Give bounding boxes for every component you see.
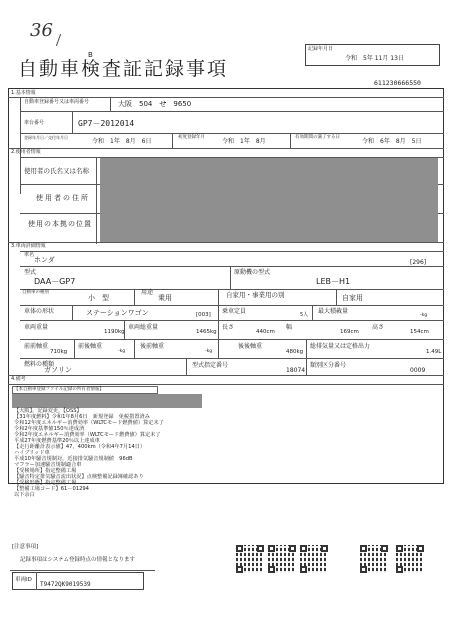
registration-number-value: 大阪 504 せ 9650 [118, 100, 192, 108]
front-rear-axle-label: 前後軸重 [78, 343, 103, 350]
model-label: 型式 [24, 269, 37, 276]
height-label: 高さ [372, 324, 385, 331]
remarks-line: 令和12年度エネルギー消費効率（WLTCモード燃費値）算定未了 [14, 420, 164, 426]
length-label: 長さ [222, 324, 235, 331]
remarks-line: 【走行距離計表示値】47，400km（令和4年7月14日） [14, 444, 146, 450]
width-label: 幅 [286, 324, 293, 331]
model-value: DAA－GP7 [34, 277, 76, 286]
business-label: 自家用・事業用の別 [226, 291, 285, 299]
rear-front-axle-value: -kg [205, 349, 213, 354]
notes-text: 記録事項はシステム登録時点の情報となります [20, 557, 135, 563]
handwritten-mark: 36 [30, 20, 53, 41]
fuel-type-value: ガソリン [44, 366, 72, 374]
fuel-type-label: 燃料の種類 [24, 361, 55, 368]
vehicle-kind-label: 自動車の種別 [22, 290, 49, 295]
remarks-line: 【大阪】，記録変更，【OSS】 [14, 408, 82, 414]
remarks-list [14, 409, 314, 499]
maker-code: [296] [410, 259, 427, 266]
top-letter: B [88, 51, 93, 59]
registration-number-label: 自動車登録番号又は車両番号 [24, 99, 90, 105]
business-value: 自家用 [342, 294, 363, 302]
qr-code [268, 545, 296, 573]
maker-value: ホンダ [34, 256, 55, 264]
section-3-title: 3.車両詳細情報 [11, 243, 46, 249]
remarks-line: 【31年度燃料】令和1年8月6日 新規登録 免税措置済み [14, 414, 150, 420]
displacement-label: 総排気量又は定格出力 [310, 343, 371, 350]
max-load-value: -kg [420, 313, 428, 318]
length-value: 440cm [256, 329, 275, 335]
max-load-label: 最大積載量 [318, 308, 349, 315]
body-shape-label: 車体の形状 [24, 308, 55, 315]
gross-weight-value: 1465kg [196, 329, 217, 335]
remarks-line: 【整備工場コード】61－01294 [14, 486, 89, 492]
qr-code [236, 545, 264, 573]
document-title: 自動車検査証記録事項 [18, 58, 229, 80]
vehicle-weight-label: 車両重量 [24, 324, 49, 331]
notes-label: [注意事項] [12, 544, 39, 550]
expiry-label: 有効期間の満了する日 [295, 135, 340, 140]
first-year-value: 令和 1年 8月 [222, 138, 266, 145]
expiry-value: 令和 6年 8月 5日 [362, 138, 422, 145]
user-name-label: 使用者の氏名又は名称 [24, 167, 89, 175]
type-designation-label: 型式指定番号 [192, 362, 229, 369]
remarks-line: 平成10年騒音規制対，近接排気騒音規制値 96dB [14, 456, 133, 462]
first-registration-value: 令和 1年 8月 6日 [92, 138, 152, 145]
rear-front-axle-label: 後前軸重 [140, 343, 165, 350]
first-year-label: 初度登録年月 [178, 135, 205, 140]
qr-code [360, 545, 388, 573]
record-date-label: 記録年月日 [308, 46, 334, 52]
redacted-user-info [100, 158, 438, 242]
engine-type-value: LEB－H1 [316, 277, 351, 286]
vehicle-id-value: T9472QK9019539 [40, 581, 91, 588]
first-registration-label: 登録年月日／交付年月日 [24, 135, 68, 140]
gross-weight-label: 車両総重量 [128, 324, 159, 331]
width-value: 169cm [340, 329, 359, 335]
chassis-number-value: GP7－2012014 [78, 119, 135, 128]
remarks-line: 令和2年度基準値150％達成済 [14, 426, 85, 432]
front-front-axle-value: 710kg [50, 349, 68, 355]
rear-rear-axle-label: 後後軸重 [238, 343, 263, 350]
front-front-axle-label: 前前軸重 [24, 343, 49, 350]
body-shape-code: [003] [196, 312, 211, 318]
category-number-value: 0009 [410, 367, 426, 374]
vehicle-weight-value: 1190kg [104, 329, 125, 335]
remarks-line: 令和2年度エネルギー消費効率（WLTCモード燃費値）算定未了 [14, 432, 161, 438]
remarks-line: 以下余白 [14, 492, 35, 498]
redacted-previous-owner [12, 394, 202, 408]
vehicle-id-label: 車両ID [15, 577, 32, 583]
front-rear-axle-value: -kg [118, 349, 126, 354]
section-2-title: 2.使用者情報 [11, 149, 41, 155]
qr-code [300, 545, 328, 573]
engine-type-label: 原動機の型式 [234, 269, 271, 276]
remarks-line: ハイブリッド車 [14, 450, 50, 456]
displacement-value: 1.49L [426, 349, 442, 355]
qr-code [396, 545, 424, 573]
height-value: 154cm [410, 329, 429, 335]
capacity-label: 乗車定員 [222, 308, 247, 315]
section-1-title: 1.基本情報 [11, 90, 36, 96]
type-designation-value: 18074 [286, 367, 306, 374]
previous-owner-label: 【本自動車登録ファイル記録の所有者情報】 [14, 387, 104, 392]
use-value: 乗用 [158, 294, 172, 302]
maker-label: 車名 [24, 252, 35, 258]
document-number: 611230666550 [374, 79, 421, 87]
use-label: 用途 [141, 289, 154, 296]
vehicle-kind-value: 小 型 [88, 294, 109, 302]
user-address-label: 使用者の住所 [36, 194, 90, 202]
remarks-line: 平成27年度燃費基準20％以上達成車 [14, 438, 100, 444]
rear-rear-axle-value: 480kg [286, 349, 304, 355]
remarks-line: 【受検形態】指定整備工場 [14, 480, 77, 486]
remarks-line: 【受検場所】指定整備工場 [14, 468, 77, 474]
capacity-value: 5人 [300, 312, 309, 318]
record-date-value: 令和 5年 11月 13日 [345, 55, 404, 62]
category-number-label: 類別区分番号 [310, 362, 347, 369]
remarks-line: 【騒音特定排気騒音流出状況】点検整備記録簿確認あり [14, 474, 144, 480]
body-shape-value: ステーションワゴン [86, 309, 149, 317]
handwritten-stroke [56, 34, 71, 46]
chassis-number-label: 車台番号 [24, 120, 45, 126]
remarks-line: マフラー加速騒音規制適合車 [14, 462, 82, 468]
section-4-title: 4.備考 [11, 376, 26, 382]
base-location-label: 使用の本拠の位置 [28, 220, 92, 228]
